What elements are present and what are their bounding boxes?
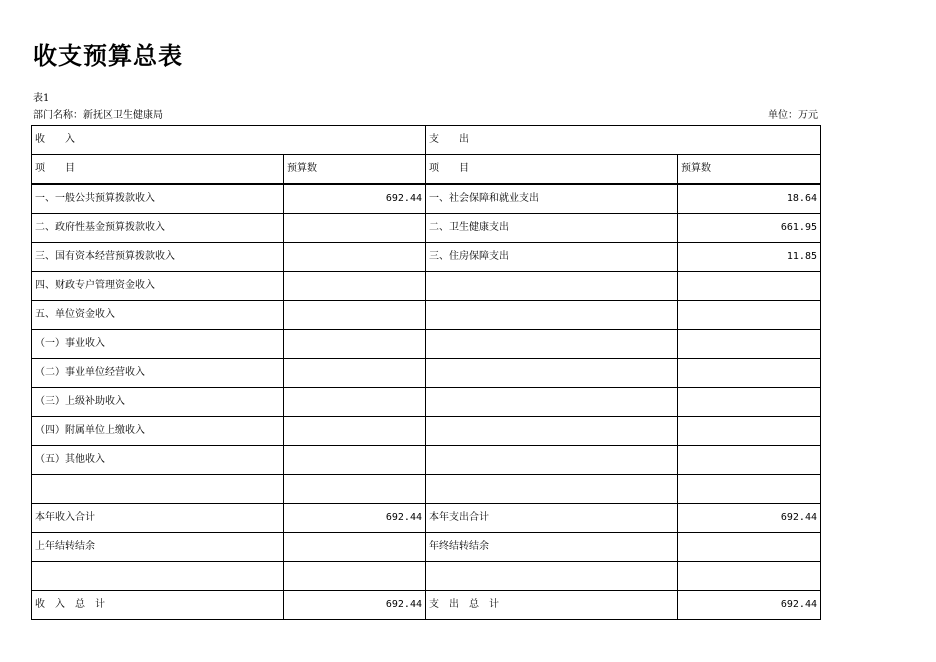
expense-item-header: 项 目 [426, 155, 678, 185]
expense-value-cell [678, 446, 821, 475]
income-value-cell [284, 330, 426, 359]
table-row [32, 562, 821, 591]
expense-value-cell [678, 272, 821, 301]
table-row [32, 417, 821, 446]
income-value-cell: 692.44 [284, 591, 426, 620]
header-row-2 [32, 155, 821, 185]
expense-item-cell [426, 330, 678, 359]
table-row [32, 359, 821, 388]
income-item-cell: （四）附属单位上缴收入 [32, 417, 284, 446]
income-budget-header: 预算数 [284, 155, 426, 185]
expense-item-cell: 年终结转结余 [426, 533, 678, 562]
expense-item-cell: 支 出 总 计 [426, 591, 678, 620]
expense-item-cell [426, 417, 678, 446]
income-value-cell [284, 562, 426, 591]
table-row [32, 214, 821, 243]
income-item-cell: （二）事业单位经营收入 [32, 359, 284, 388]
expense-item-cell [426, 562, 678, 591]
income-item-cell: 本年收入合计 [32, 504, 284, 533]
table-row [32, 388, 821, 417]
income-item-cell [32, 475, 284, 504]
page-title: 收支预算总表 [33, 42, 183, 70]
expense-value-cell [678, 359, 821, 388]
table-row [32, 301, 821, 330]
income-value-cell [284, 214, 426, 243]
income-value-cell [284, 301, 426, 330]
income-value-cell [284, 417, 426, 446]
income-item-cell: 三、国有资本经营预算拨款收入 [32, 243, 284, 272]
expense-item-cell: 一、社会保障和就业支出 [426, 184, 678, 214]
income-value-cell [284, 243, 426, 272]
table-row [32, 243, 821, 272]
expense-value-cell [678, 301, 821, 330]
expense-value-cell [678, 475, 821, 504]
income-item-cell: 收 入 总 计 [32, 591, 284, 620]
expense-value-cell [678, 533, 821, 562]
expense-item-cell: 二、卫生健康支出 [426, 214, 678, 243]
income-value-cell [284, 388, 426, 417]
income-item-cell: （三）上级补助收入 [32, 388, 284, 417]
income-value-cell: 692.44 [284, 504, 426, 533]
expense-value-cell [678, 417, 821, 446]
income-item-cell: （五）其他收入 [32, 446, 284, 475]
expense-item-cell: 三、住房保障支出 [426, 243, 678, 272]
expense-value-cell: 692.44 [678, 504, 821, 533]
expense-item-cell [426, 359, 678, 388]
expense-value-cell: 18.64 [678, 184, 821, 214]
expense-value-cell [678, 562, 821, 591]
income-item-cell: 五、单位资金收入 [32, 301, 284, 330]
income-header: 收 入 [32, 126, 426, 155]
expense-header: 支 出 [426, 126, 821, 155]
table-row [32, 591, 821, 620]
income-item-cell: 二、政府性基金预算拨款收入 [32, 214, 284, 243]
income-value-cell [284, 272, 426, 301]
table-row [32, 330, 821, 359]
expense-value-cell: 11.85 [678, 243, 821, 272]
income-item-cell: 上年结转结余 [32, 533, 284, 562]
income-value-cell [284, 533, 426, 562]
income-item-cell [32, 562, 284, 591]
table-row [32, 184, 821, 214]
table-row [32, 504, 821, 533]
expense-item-cell [426, 272, 678, 301]
expense-budget-header: 预算数 [678, 155, 821, 185]
expense-item-cell: 本年支出合计 [426, 504, 678, 533]
table-row [32, 475, 821, 504]
expense-item-cell [426, 475, 678, 504]
income-item-cell: 一、一般公共预算拨款收入 [32, 184, 284, 214]
expense-item-cell [426, 301, 678, 330]
expense-value-cell [678, 330, 821, 359]
budget-table [31, 125, 821, 620]
income-value-cell [284, 446, 426, 475]
income-item-cell: 四、财政专户管理资金收入 [32, 272, 284, 301]
income-item-cell: （一）事业收入 [32, 330, 284, 359]
expense-item-cell [426, 388, 678, 417]
table-row [32, 272, 821, 301]
expense-item-cell [426, 446, 678, 475]
income-value-cell: 692.44 [284, 184, 426, 214]
expense-value-cell [678, 388, 821, 417]
income-item-header: 项 目 [32, 155, 284, 185]
table-row [32, 446, 821, 475]
table-number: 表1 [33, 93, 50, 104]
unit-label: 单位：万元 [768, 110, 818, 121]
header-row-1 [32, 126, 821, 155]
expense-value-cell: 692.44 [678, 591, 821, 620]
income-value-cell [284, 475, 426, 504]
expense-value-cell: 661.95 [678, 214, 821, 243]
table-row [32, 533, 821, 562]
budget-table-body [32, 126, 821, 620]
income-value-cell [284, 359, 426, 388]
department-name: 部门名称：新抚区卫生健康局 [33, 110, 163, 121]
